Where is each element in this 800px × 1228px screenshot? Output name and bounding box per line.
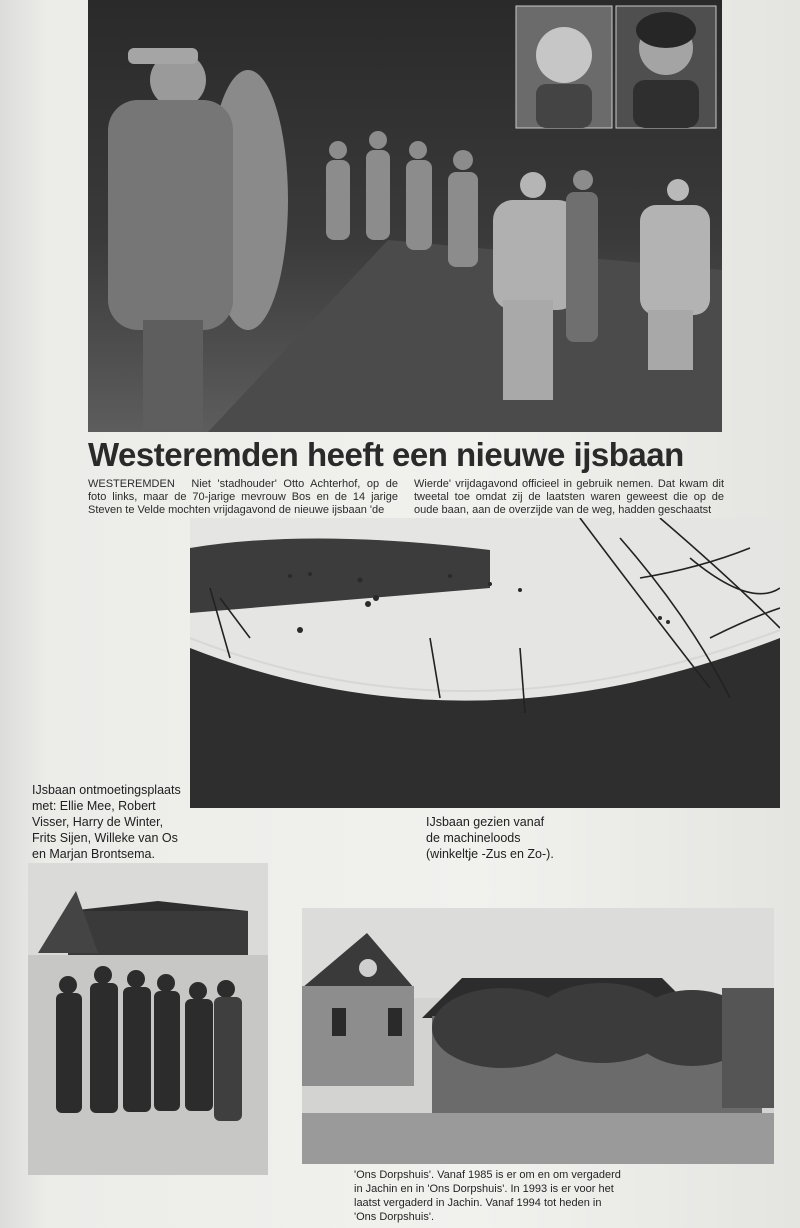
article-left-column bbox=[88, 478, 398, 517]
group-on-ice-photo bbox=[28, 863, 268, 1175]
ice-rink-panorama-photo bbox=[190, 518, 780, 808]
article-left-text: Niet 'stadhouder' Otto Achterhof, op de foto links, maar de 70-jarige mevrouw Bos en de 14 jarige Steven te Velde mochten vrijdagavond de nieuwe ijsbaan 'de bbox=[88, 478, 398, 516]
article-text bbox=[88, 478, 728, 520]
opening-crowd-photo bbox=[88, 0, 722, 432]
caption-machineloods: IJsbaan gezien vanaf de machineloods (winkeltje -Zus en Zo-). bbox=[426, 815, 554, 861]
caption-dorpshuis: 'Ons Dorpshuis'. Vanaf 1985 is er om en om vergaderd in Jachin en in 'Ons Dorpshuis'. In 1993 is er voor het laatst vergaderd in Jachin. Vanaf 1994 tot heden in 'Ons Dorpshuis'. bbox=[354, 1169, 621, 1223]
caption-meeting-place: IJsbaan ontmoetingsplaats met: Ellie Mee, Robert Visser, Harry de Winter, Frits Sijen, Willeke van Os en Marjan Brontsema. bbox=[32, 783, 181, 861]
headline: Westeremden heeft een nieuwe ijsbaan bbox=[88, 436, 684, 473]
dateline: WESTEREMDEN bbox=[88, 478, 175, 490]
ons-dorpshuis-photo bbox=[302, 908, 774, 1164]
article-right-column: Wierde' vrijdagavond officieel in gebruik nemen. Dat kwam dit tweetal toe omdat zij de laatsten waren geweest die op de oude baan, aan de overzijde van de weg, hadden geschaatst bbox=[414, 478, 724, 516]
